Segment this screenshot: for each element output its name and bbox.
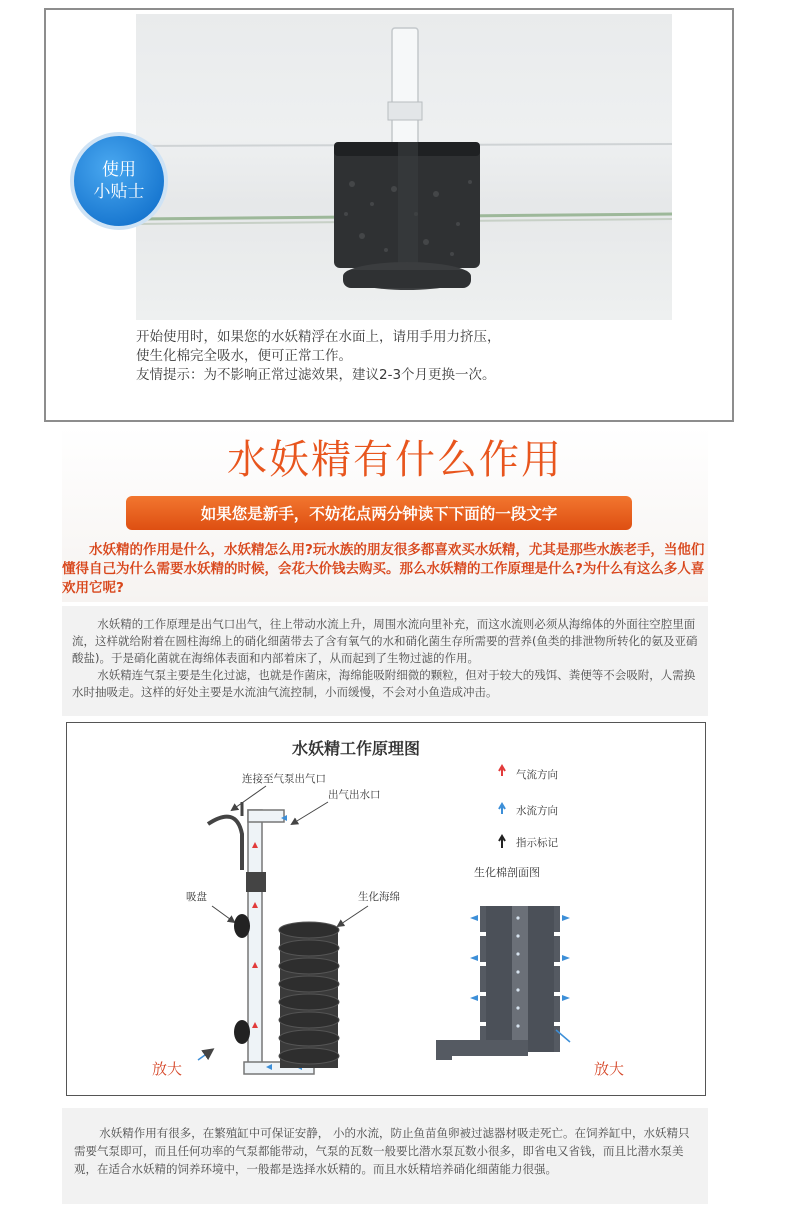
cross-section-drawing [436,906,570,1060]
principle-paragraph-2: 水妖精连气泵主要是生化过滤，也就是作菌床，海绵能吸附细微的颗粒，但对于较大的残饵、粪便等不会吸附，人需换水时抽吸走。这样的好处主要是水流油气流控制，小而缓慢，不会对小鱼造成冲击。 [72,668,696,699]
principle-paragraph-1: 水妖精的工作原理是出气口出气，往上带动水流上升，周围水流向里补充，而这水流则必须从海绵体的外面往空腔里面流，这样就给附着在圆柱海绵上的硝化细菌带去了含有氧气的水和硝化菌生存所需要的营养(鱼类的排泄物所转化的氨及亚硝酸盐)。于是硝化菌就在海绵体表面和内部着床了，从而起到了生物过滤的作用。 [72,617,698,665]
main-heading: 水妖精有什么作用 [227,437,563,483]
legend-water-label: 水流方向 [516,805,558,817]
intro-paragraph: 水妖精的作用是什么，水妖精怎么用?玩水族的朋友很多都喜欢买水妖精，尤其是那些水族老手，当他们懂得自己为什么需要水妖精的时候，会花大价钱去购买。那么水妖精的工作原理是什么?为什么有这么多人喜欢用它呢? [62,542,705,596]
tips-line-1: 开始使用时，如果您的水妖精浮在水面上，请用手用力挤压， [136,329,501,345]
legend-air-arrow [499,766,505,776]
label-air-water-outlet: 出气出水口 [328,789,381,801]
label-suction-cup: 吸盘 [186,891,207,903]
label-air-inlet: 连接至气泵出气口 [242,773,326,785]
cross-section-title: 生化棉剖面图 [474,866,540,879]
tips-badge [70,132,168,230]
legend-indicator-label: 指示标记 [516,837,558,849]
product-photo [136,14,672,320]
legend-water-arrow [499,804,505,814]
newbie-banner: 如果您是新手，不妨花点两分钟读下下面的一段文字 [126,496,632,530]
tips-text [136,328,656,385]
diagram-title: 水妖精工作原理图 [292,739,421,758]
label-sponge: 生化海绵 [358,891,400,903]
badge-line-1: 使用 [102,160,136,180]
zoom-label-right: 放大 [594,1060,625,1078]
principle-text-box [62,606,708,716]
tips-line-3: 友情提示：为不影响正常过滤效果，建议2-3个月更换一次。 [136,367,496,383]
bio-sponge-stack [279,922,339,1068]
badge-line-2: 小贴士 [93,182,145,202]
tips-line-2: 使生化棉完全吸水，便可正常工作。 [136,348,352,364]
lift-tube [248,810,262,1072]
legend [499,766,558,849]
legend-indicator-arrow [499,836,505,848]
zoom-label-left: 放大 [152,1060,183,1078]
working-principle-diagram [66,722,706,1096]
legend-air-label: 气流方向 [516,769,558,781]
usage-text-box: 水妖精作用有很多，在繁殖缸中可保证安静， 小的水流，防止鱼苗鱼卵被过滤器材吸走死亡。在饲养缸中，水妖精只需要气泵即可，而且任何功率的气泵都能带动，气泵的瓦数一般要比潜水泵瓦数小很多，即省电又省钱，而且比潜水泵美观，在适合水妖精的饲养环境中，一般都是选择水妖精的。而且水妖精培养硝化细菌能力很强。 [62,1108,708,1204]
